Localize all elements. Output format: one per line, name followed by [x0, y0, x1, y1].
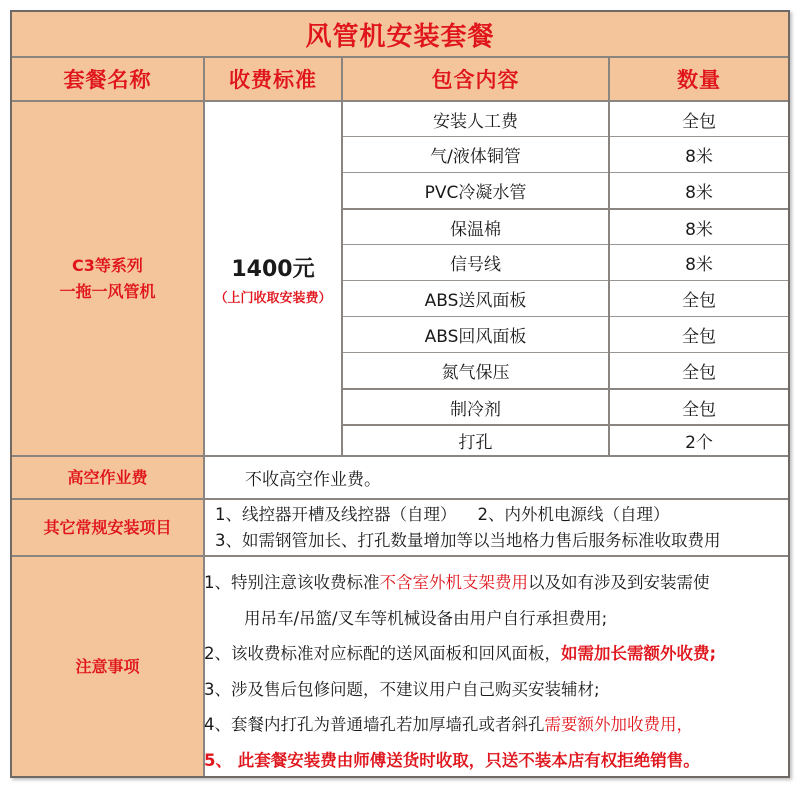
price-note: （上门收取安装费）: [214, 290, 332, 306]
note-1: [204, 565, 779, 601]
note-1-text-cont: 以及如有涉及到安装需使: [528, 573, 710, 592]
header-price: 收费标准: [205, 58, 341, 100]
note-2-text: 2、该收费标准对应标配的送风面板和回风面板，: [204, 644, 561, 663]
item-qty: 全包: [682, 399, 716, 420]
note-5: 5、 此套餐安装费由师傅送货时收取，只送不装本店有权拒绝销售。: [204, 750, 700, 770]
table-title: 风管机安装套餐: [12, 12, 788, 56]
divider: [341, 58, 343, 455]
item-content: PVC冷凝水管: [424, 183, 527, 203]
note-1-text: 1、特别注意该收费标准: [204, 573, 380, 592]
high-altitude-text: 不收高空作业费。: [245, 470, 381, 490]
other-items-text: [205, 500, 788, 555]
item-qty: 全包: [682, 327, 716, 347]
item-qty: 8米: [685, 183, 713, 203]
item-content: 保温棉: [450, 219, 501, 240]
note-1-continued: 用吊车/吊篮/叉车等机械设备由用户自行承担费用;: [244, 608, 608, 628]
item-qty: 8米: [685, 219, 713, 240]
item-qty: 全包: [682, 363, 716, 383]
item-qty: 全包: [682, 291, 716, 311]
header-package-name: 套餐名称: [12, 58, 203, 100]
other-items-label: 其它常规安装项目: [12, 500, 203, 555]
note-4-highlight: 需要额外加收费用，: [544, 715, 693, 734]
item-qty: 8米: [685, 147, 713, 167]
note-3: 3、涉及售后包修问题，不建议用户自己购买安装辅材;: [204, 679, 600, 699]
item-content: ABS回风面板: [424, 327, 527, 347]
note-1-highlight: 不含室外机支架费用: [379, 573, 528, 592]
package-name-line2: 一拖一风管机: [59, 281, 156, 301]
notes-label: 注意事项: [12, 557, 203, 776]
item-qty: 8米: [685, 255, 713, 275]
note-2: [204, 636, 779, 672]
header-content: 包含内容: [343, 58, 608, 100]
item-content: 安装人工费: [433, 111, 518, 132]
note-4-text: 4、套餐内打孔为普通墙孔若加厚墙孔或者斜孔: [204, 715, 545, 734]
notes-content: [204, 565, 779, 778]
other-line-1: 1、线控器开槽及线控器（自理） 2、内外机电源线（自理）: [215, 504, 670, 524]
item-content: 打孔: [458, 433, 493, 453]
item-content: ABS送风面板: [424, 291, 527, 311]
note-4: [204, 707, 779, 743]
price-value: 1400元: [231, 256, 315, 282]
package-name-cell: [12, 102, 203, 455]
item-content: 气/液体铜管: [430, 147, 521, 167]
item-qty: 2个: [685, 433, 713, 453]
note-2-highlight: 如需加长需额外收费;: [561, 644, 717, 663]
package-name-line1: C3等系列: [72, 255, 143, 275]
other-line-2: 3、如需钢管加长、打孔数量增加等以当地格力售后服务标准收取费用: [215, 530, 721, 550]
price-cell: [205, 102, 341, 455]
item-content: 制冷剂: [450, 399, 501, 420]
item-content: 信号线: [450, 255, 501, 275]
high-altitude-label: 高空作业费: [12, 457, 203, 498]
item-qty: 全包: [682, 111, 716, 132]
item-content: 氮气保压: [441, 363, 510, 383]
divider: [608, 58, 610, 455]
header-quantity: 数量: [610, 58, 788, 100]
